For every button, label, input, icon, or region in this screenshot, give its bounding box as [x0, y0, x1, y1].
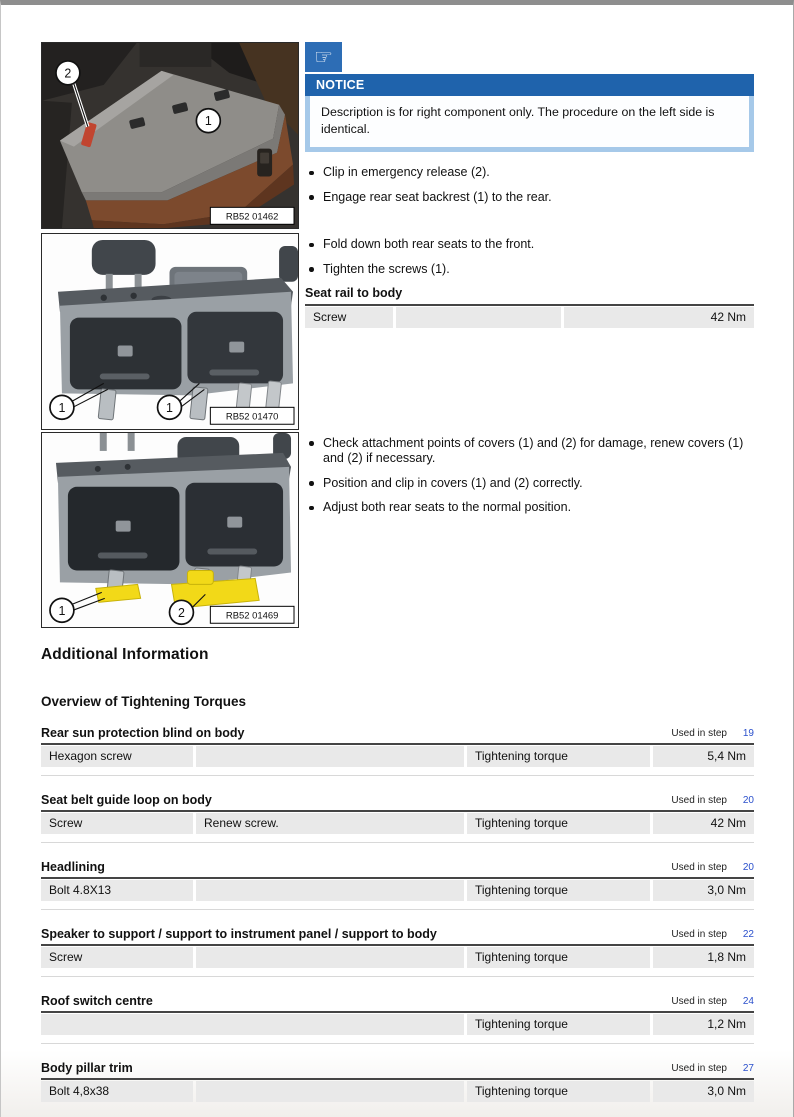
seat-backrest-illustration — [42, 234, 298, 428]
figure-seat-photo — [41, 42, 299, 229]
procedure-block-1 — [41, 42, 754, 229]
torque-section-title: Seat belt guide loop on body — [41, 792, 212, 807]
torque-property-cell: Tightening torque — [467, 813, 650, 834]
svg-text:RB52 01469: RB52 01469 — [225, 609, 279, 621]
step-list-1 — [305, 165, 754, 205]
torque-section-title: Speaker to support / support to instrument panel / support to body — [41, 926, 437, 941]
torque-note-cell: Renew screw. — [196, 813, 464, 834]
seat-covers-illustration — [42, 433, 298, 627]
torque-row — [41, 880, 754, 901]
torque-section — [41, 927, 754, 977]
section-divider — [41, 909, 754, 910]
torque-note-cell — [196, 746, 464, 767]
torque-part-cell: Screw — [305, 307, 393, 328]
torque-row — [41, 746, 754, 767]
torque-row — [41, 813, 754, 834]
torque-section — [41, 1061, 754, 1102]
torque-section-header — [41, 860, 754, 879]
torque-property-cell: Tightening torque — [467, 880, 650, 901]
torque-row — [41, 1014, 754, 1035]
torque-section-header — [41, 994, 754, 1013]
step-list-3 — [305, 436, 754, 516]
svg-text:1: 1 — [166, 401, 173, 416]
torque-part-cell: Bolt 4,8x38 — [41, 1081, 193, 1102]
callout-1 — [196, 109, 220, 133]
torque-section-header — [41, 726, 754, 745]
used-in-step-label: Used in step — [671, 861, 727, 873]
torque-section-title: Rear sun protection blind on body — [41, 725, 245, 740]
svg-text:RB52 01462: RB52 01462 — [225, 211, 279, 223]
torque-value-cell: 1,2 Nm — [653, 1014, 754, 1035]
figure-ref-label — [210, 606, 294, 623]
torque-note-cell — [196, 880, 464, 901]
callout-2 — [170, 600, 194, 624]
figure-seat-covers — [41, 432, 299, 628]
step-number-link[interactable]: 19 — [742, 727, 754, 739]
step-number-link[interactable]: 24 — [742, 995, 754, 1007]
section-divider — [41, 842, 754, 843]
torque-part-cell: Bolt 4.8X13 — [41, 880, 193, 901]
callout-1-right — [158, 396, 182, 420]
step-item: Tighten the screws (1). — [305, 262, 754, 278]
step-number-link[interactable]: 20 — [742, 794, 754, 806]
notice-title: NOTICE — [305, 74, 754, 96]
torque-value-cell: 3,0 Nm — [653, 1081, 754, 1102]
seat-photo-illustration — [42, 43, 298, 228]
figure-seat-backrest-rails — [41, 233, 299, 429]
torque-part-cell: Hexagon screw — [41, 746, 193, 767]
torque-section — [41, 994, 754, 1044]
callout-1 — [50, 598, 74, 622]
torque-part-cell — [41, 1014, 464, 1035]
torque-section-header — [41, 927, 754, 946]
svg-text:RB52 01470: RB52 01470 — [225, 411, 279, 423]
torque-row — [41, 947, 754, 968]
step-item: Engage rear seat backrest (1) to the rear. — [305, 190, 754, 206]
torque-value-cell: 42 Nm — [564, 307, 754, 328]
used-in-step-label: Used in step — [671, 727, 727, 739]
procedure-text-3 — [299, 432, 754, 525]
step-list-2 — [305, 237, 754, 277]
torque-section-title: Body pillar trim — [41, 1060, 133, 1075]
page-content — [1, 5, 793, 1102]
torque-section-title: Roof switch centre — [41, 993, 153, 1008]
torque-value-cell: 5,4 Nm — [653, 746, 754, 767]
torque-row — [41, 1081, 754, 1102]
torque-section-title: Headlining — [41, 859, 105, 874]
torque-note-cell — [196, 947, 464, 968]
step-number-link[interactable]: 27 — [742, 1062, 754, 1074]
torque-value-cell: 1,8 Nm — [653, 947, 754, 968]
torque-section — [41, 726, 754, 776]
seat-rail-torque-table — [305, 286, 754, 328]
torque-value-cell: 42 Nm — [653, 813, 754, 834]
torque-part-cell: Screw — [41, 947, 193, 968]
procedure-text-1 — [299, 42, 754, 214]
svg-text:1: 1 — [58, 603, 66, 618]
torque-table-title: Seat rail to body — [305, 286, 754, 306]
used-in-step-label: Used in step — [671, 1062, 727, 1074]
torque-value-cell: 3,0 Nm — [653, 880, 754, 901]
torque-note-cell — [196, 1081, 464, 1102]
used-in-step-label: Used in step — [671, 995, 727, 1007]
step-number-link[interactable]: 22 — [742, 928, 754, 940]
step-item: Position and clip in covers (1) and (2) correctly. — [305, 476, 754, 492]
figure-ref-label — [210, 207, 294, 224]
section-divider — [41, 1043, 754, 1044]
torque-property-cell: Tightening torque — [467, 1014, 650, 1035]
figure-ref-label — [210, 408, 294, 425]
torque-note-cell — [396, 307, 561, 328]
svg-text:2: 2 — [64, 66, 72, 81]
torque-property-cell: Tightening torque — [467, 1081, 650, 1102]
procedure-text-2 — [299, 233, 754, 328]
section-divider — [41, 976, 754, 977]
subsection-title: Overview of Tightening Torques — [41, 693, 247, 709]
callout-2 — [56, 61, 80, 85]
torque-table-row — [305, 307, 754, 328]
section-divider — [41, 775, 754, 776]
torque-section — [41, 793, 754, 843]
hand-glyph: ☞ — [314, 44, 333, 69]
torque-section-header — [41, 1061, 754, 1080]
torque-part-cell: Screw — [41, 813, 193, 834]
step-item: Clip in emergency release (2). — [305, 165, 754, 181]
torque-section — [41, 860, 754, 910]
torque-section-header — [41, 793, 754, 812]
callout-1-left — [50, 396, 74, 420]
notice-hand-icon — [305, 42, 342, 72]
used-in-step-label: Used in step — [671, 928, 727, 940]
svg-text:2: 2 — [177, 605, 185, 620]
svg-text:1: 1 — [58, 401, 66, 416]
torque-property-cell: Tightening torque — [467, 947, 650, 968]
procedure-block-3 — [41, 432, 754, 628]
step-item: Fold down both rear seats to the front. — [305, 237, 754, 253]
notice-body-text: Description is for right component only. The procedure on the left side is identical. — [305, 96, 754, 152]
svg-text:1: 1 — [204, 114, 212, 129]
procedure-block-2 — [41, 233, 754, 429]
step-number-link[interactable]: 20 — [742, 861, 754, 873]
section-title: Additional Information — [41, 645, 209, 663]
step-item: Adjust both rear seats to the normal position. — [305, 500, 754, 516]
used-in-step-label: Used in step — [671, 794, 727, 806]
torque-property-cell: Tightening torque — [467, 746, 650, 767]
step-item: Check attachment points of covers (1) and (2) for damage, renew covers (1) and (2) if necessary. — [305, 436, 754, 467]
